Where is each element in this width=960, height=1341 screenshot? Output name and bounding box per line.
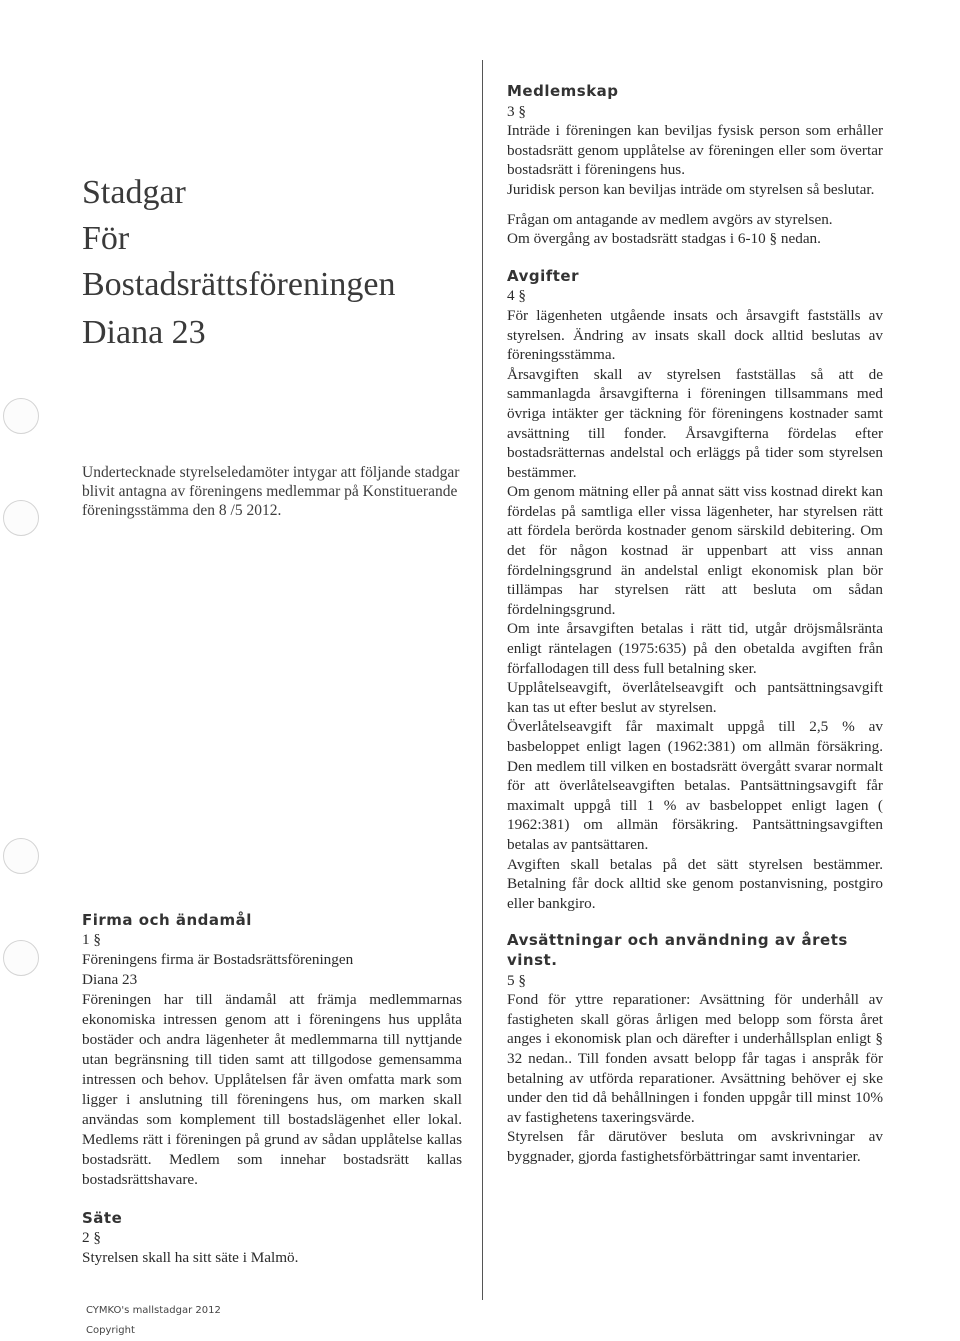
punch-hole (3, 838, 39, 874)
text-line: Föreningens firma är Bostadsrättsföreningen (82, 951, 354, 968)
paragraph-number: 3 § (507, 102, 526, 120)
paragraph-number: 1 § (82, 931, 101, 948)
section-heading-medlemskap: Medlemskap (507, 82, 619, 100)
punch-hole (3, 398, 39, 434)
text-paragraph: Styrelsen skall ha sitt säte i Malmö. (82, 1249, 299, 1266)
text-paragraph: Om genom mätning eller på annat sätt viss kostnad direkt kan fördelas på samtliga eller vissa lägenheter, har styrelsen rätt att fördela berörda kostnader genom särskild debitering. Om det för någon kostnad är uppenbart att viss annan fördelningsgrund än andelstal enligt ekonomisk plan bör tillämpas har styrelsen rätt att besluta om sådan fördelningsgrund. (507, 483, 883, 618)
title-line: För (82, 220, 130, 257)
text-paragraph: Juridisk person kan beviljas inträde om styrelsen så beslutar. (507, 180, 875, 198)
footer-line: CYMKO's mallstadgar 2012 (86, 1305, 221, 1316)
title-line: Stadgar (82, 174, 186, 211)
column-divider (482, 60, 483, 1300)
section-heading-firma: Firma och ändamål (82, 911, 252, 929)
left-sections (82, 910, 462, 1268)
paragraph-number: 5 § (507, 971, 526, 989)
text-paragraph: Frågan om antagande av medlem avgörs av styrelsen. (507, 210, 833, 228)
right-column (507, 82, 883, 1166)
section-heading-avsattningar: Avsättningar och användning av årets vinst. (507, 931, 848, 969)
punch-hole (3, 500, 39, 536)
title-line: Bostadsrättsföreningen (82, 266, 396, 303)
text-paragraph: Föreningen har till ändamål att främja medlemmarnas ekonomiska intressen genom att i föreningens hus upplåta bostäder och andra lägenheter åt medlemmarna till nyttjande utan begränsning till tiden samt att tillgodose gemensamma intressen och behov. Upplåtelsen får även omfatta mark som ligger i anslutning till föreningens hus, om marken skall användas som komplement till bostadslägenhet eller lokal. Medlems rätt i föreningen på grund av sådan upplåtelse kallas bostadsrätt. Medlem som innehar bostadsrätt kallas bostadsrättshavare. (82, 991, 462, 1188)
text-paragraph: Fond för yttre reparationer: Avsättning för underhåll av fastigheten skall göras årligen med belopp som första året anges i ekonomisk plan och därefter i underhållsplan enligt § 32 nedan.. Till fonden avsatt belopp får tagas i anspråk för betalning av utförda reparationer. Avsättning behöver ej ske under den tid då behållningen i fonden uppgår till minst 10% av fastighetens taxeringsvärde. (507, 991, 883, 1126)
title-line: Diana 23 (82, 314, 206, 351)
text-paragraph: Upplåtelseavgift, överlåtelseavgift och pantsättningsavgift kan tas ut efter beslut av styrelsen. (507, 679, 883, 716)
page-footer (86, 1301, 221, 1341)
text-paragraph: Avgiften skall betalas på det sätt styrelsen bestämmer. Betalning får dock alltid ske genom postanvisning, postgiro eller bankgiro. (507, 855, 883, 912)
paragraph-number: 2 § (82, 1229, 101, 1246)
punch-hole (3, 940, 39, 976)
section-heading-avgifter: Avgifter (507, 266, 579, 285)
footer-line: Copyright (86, 1325, 135, 1336)
section-heading-sate: Säte (82, 1209, 123, 1227)
text-paragraph: Om övergång av bostadsrätt stadgas i 6-10 § nedan. (507, 230, 821, 248)
certification-text: Undertecknade styrelseledamöter intygar att följande stadgar blivit antagna av föreningens medlemmar på Konstituerande föreningsstämma den 8 /5 2012. (82, 464, 460, 519)
paragraph-number: 4 § (507, 287, 526, 305)
text-paragraph: Inträde i föreningen kan beviljas fysisk person som erhåller bostadsrätt genom upplåtelse av föreningen eller som övertar bostadsrätt i föreningens hus. (507, 122, 883, 179)
text-paragraph: För lägenheten utgående insats och årsavgift fastställs av styrelsen. Ändring av insats skall dock alltid beslutas av föreningsstämma. (507, 306, 883, 364)
text-paragraph: Om inte årsavgiften betalas i rätt tid, utgår dröjsmålsränta enligt räntelagen (1975:635) på den obetalda avgiften från förfallodagen till dess full betalning sker. (507, 620, 883, 677)
text-paragraph: Överlåtelseavgift får maximalt uppgå till 2,5 % av basbeloppet enligt lagen (1962:381) om allmän försäkring. Den medlem till vilken en bostadsrätt övergått svarar normalt för att överlåtelseavgiften betalas. Pantsättningsavgift får maximalt uppgå till 1 % av basbeloppet enligt lagen ( 1962:381) om allmän försäkring. Pantsättningsavgiften betalas av pantsättaren. (507, 718, 883, 853)
document-title (82, 170, 472, 356)
text-line: Diana 23 (82, 971, 138, 988)
text-paragraph: Årsavgiften skall av styrelsen fastställas så att de sammanlagda årsavgifterna i föreningen tillsammans med övriga intäkter ger täckning för föreningens kostnader samt avsättning till fonder. Årsavgifterna fördelas efter bostadsrätternas andelstal och erläggs på tider som styrelsen bestämmer. (507, 365, 883, 481)
text-paragraph: Styrelsen får därutöver besluta om avskrivningar av byggnader, gjorda fastighetsförbättringar samt inventarier. (507, 1128, 883, 1165)
